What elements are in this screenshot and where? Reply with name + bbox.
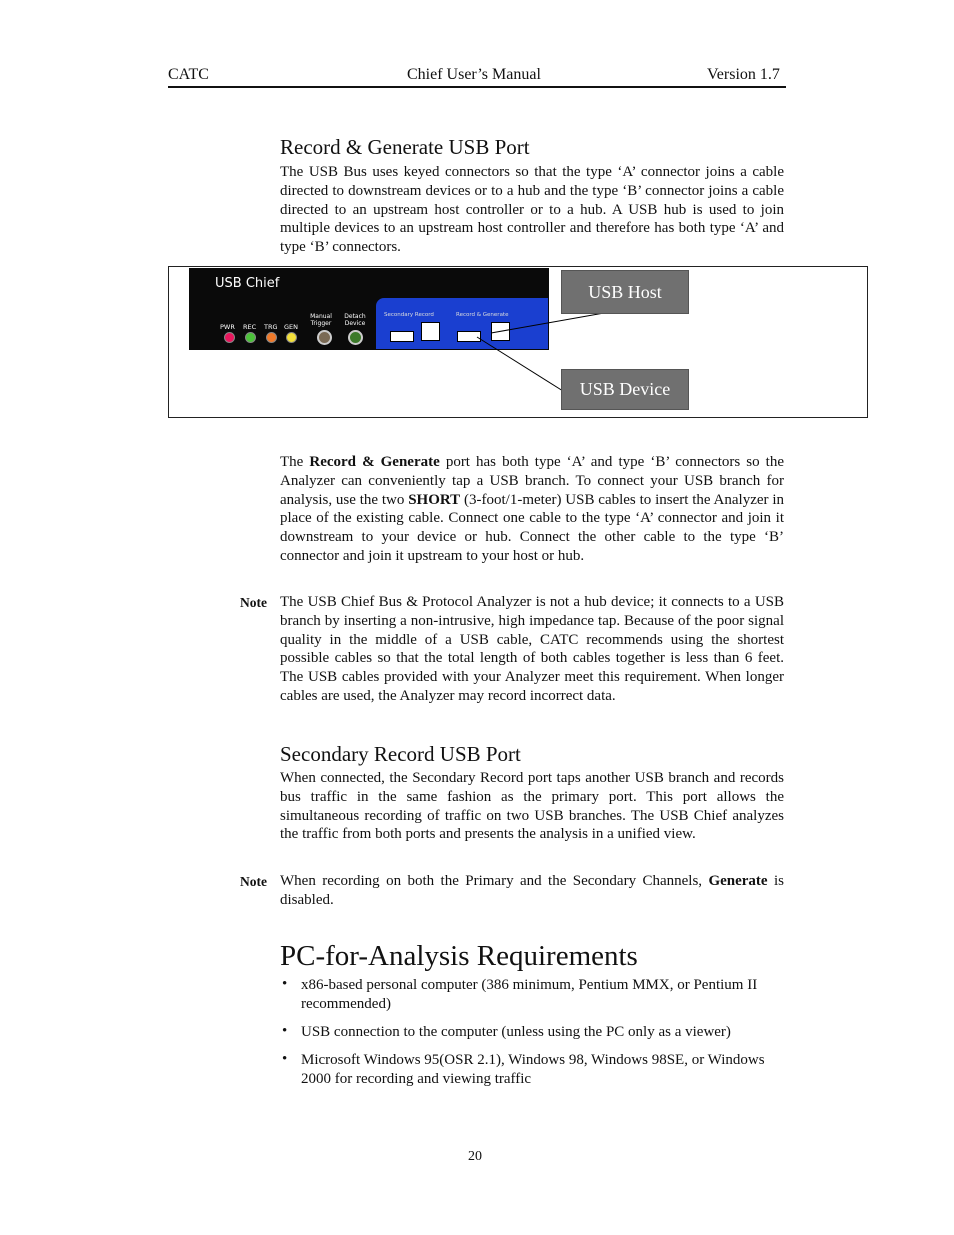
note-label: Note <box>240 595 267 610</box>
led-label-pwr: PWR <box>220 323 235 331</box>
bullet-item: Microsoft Windows 95(OSR 2.1), Windows 98, Windows 98SE, or Windows 2000 for recording and viewing traffic <box>301 1052 765 1087</box>
note-label: Note <box>240 874 267 889</box>
device-figure <box>168 266 868 418</box>
bullet-icon: • <box>282 976 288 992</box>
callout-lines <box>169 267 869 419</box>
led-label-rec: REC <box>243 323 257 331</box>
bullet-icon: • <box>282 1023 288 1039</box>
section-title-record-generate: Record & Generate USB Port <box>280 135 530 159</box>
paragraph-secondary: When connected, the Secondary Record port taps another USB branch and records bus traffic in the same fashion as the primary port. This port allows the simultaneous recording of traffic on two USB branches. The USB Chief analyzes the traffic from both ports and presents the analysis in a unified view. <box>280 770 784 843</box>
bullet-item: USB connection to the computer (unless using the PC only as a viewer) <box>301 1024 731 1040</box>
bullet-icon: • <box>282 1051 288 1067</box>
led-label-trg: TRG <box>264 323 278 331</box>
bullet-item: x86-based personal computer (386 minimum, Pentium MMX, or Pentium II recommended) <box>301 977 758 1012</box>
detach-device-label: Detach Device <box>344 313 366 327</box>
secondary-port-label: Secondary Record <box>384 312 434 318</box>
note-text-generate: When recording on both the Primary and the Secondary Channels, Generate is disabled. <box>280 873 784 908</box>
primary-port-label: Record & Generate <box>456 312 509 318</box>
note-text-hub: The USB Chief Bus & Protocol Analyzer is not a hub device; it connects to a USB branch by inserting a non-intrusive, high impedance tap. Because of the poor signal quality in the middle of a USB cable, CATC recommends using the shortest possible cables so that the total length of both cables together is less than 6 feet. The USB cables provided with your Analyzer meet this requirement. When longer cables are used, the Analyzer may record incorrect data. <box>280 594 784 704</box>
callout-usb-host: USB Host <box>561 270 689 314</box>
page-number: 20 <box>468 1149 482 1164</box>
callout-line-device <box>477 337 563 391</box>
paragraph-record-generate: The Record & Generate port has both type ‘A’ and type ‘B’ connectors so the Analyzer can conveniently tap a USB branch. To connect your USB branch for analysis, use the two SHORT (3-foot/1-meter) USB cables to insert the Analyzer in place of the existing cable. Connect one cable to the type ‘A’ connector and join it downstream to your device or hub. Connect the other cable to the type ‘B’ connector and join it upstream to your host or hub. <box>280 454 785 564</box>
manual-trigger-label: Manual Trigger <box>310 313 332 327</box>
led-label-gen: GEN <box>284 323 299 331</box>
device-name: USB Chief <box>215 276 280 291</box>
section-title-secondary: Secondary Record USB Port <box>280 742 521 766</box>
section-title-pc-requirements: PC-for-Analysis Requirements <box>280 940 638 972</box>
header-center: Chief User’s Manual <box>407 66 541 83</box>
header-rule <box>168 86 786 88</box>
header-left: CATC <box>168 66 209 83</box>
paragraph-usb-connectors: The USB Bus uses keyed connectors so that the type ‘A’ connector joins a cable directed to downstream devices or to a hub and the type ‘B’ connector joins a cable directed to an upstream host controller or to a hub. A USB hub is used to join multiple devices to an upstream host controller and therefore has both type ‘A’ and type ‘B’ connectors. <box>280 164 784 256</box>
callout-usb-device: USB Device <box>561 369 689 410</box>
header-right: Version 1.7 <box>707 66 780 83</box>
